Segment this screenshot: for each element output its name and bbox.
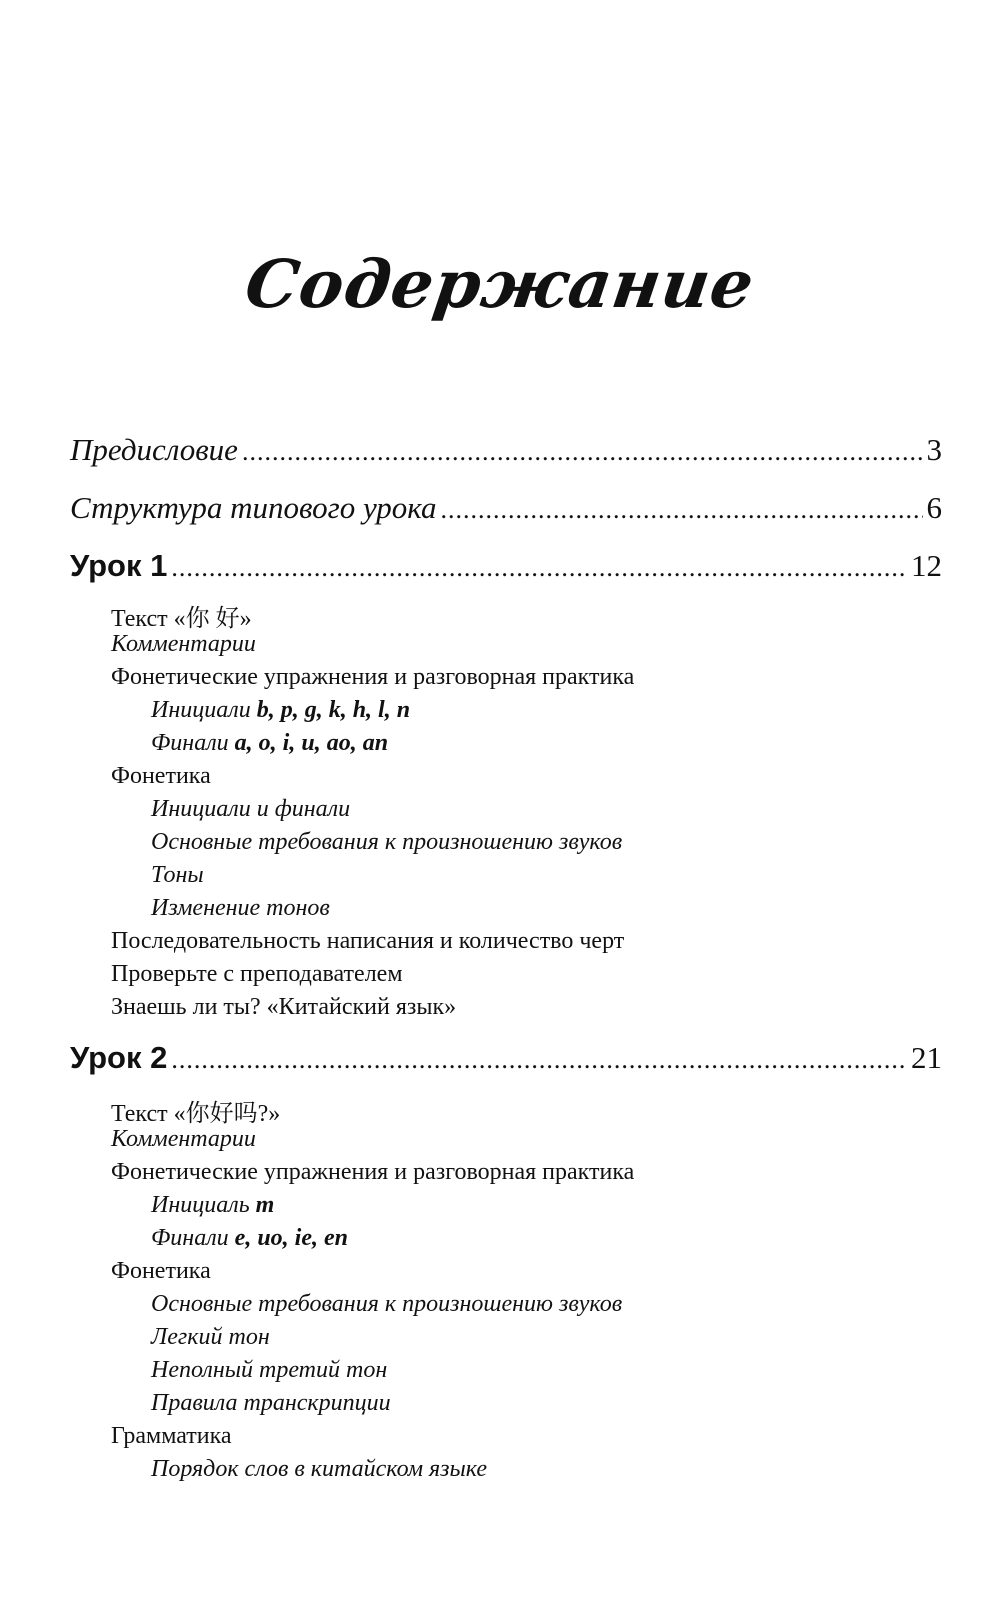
toc-subitem: Изменение тонов xyxy=(151,895,330,921)
toc-page-number: 3 xyxy=(926,432,942,467)
toc-subitem: Текст «你 好» xyxy=(111,606,252,632)
toc-subitem: Легкий тон xyxy=(151,1324,270,1350)
toc-subitem: Фонетика xyxy=(111,1258,211,1284)
toc-page-number: 21 xyxy=(911,1040,942,1075)
toc-subitem: Неполный третий тон xyxy=(151,1357,388,1383)
toc-subitem xyxy=(151,730,388,757)
toc-subitem: Текст «你好吗?» xyxy=(111,1101,281,1127)
dot-leader xyxy=(441,495,923,525)
toc-subitem: Последовательность написания и количество черт xyxy=(111,928,625,954)
toc-subitem: Комментарии xyxy=(111,1126,256,1152)
toc-subitem-prefix: Финали xyxy=(151,730,229,756)
dot-leader xyxy=(171,1045,907,1075)
toc-subitem-prefix: Финали xyxy=(151,1225,229,1251)
toc-subitem: Фонетические упражнения и разговорная практика xyxy=(111,1159,635,1185)
toc-subitem-terms: m xyxy=(255,1192,275,1218)
toc-subitem: Грамматика xyxy=(111,1423,232,1449)
toc-subitem xyxy=(151,697,410,724)
toc-entry-label: Урок 2 xyxy=(70,1040,168,1075)
toc-subitem: Тоны xyxy=(151,862,204,888)
toc-entry-lesson-1[interactable] xyxy=(70,548,942,584)
toc-subitem-terms: b, p, g, k, h, l, n xyxy=(256,697,411,723)
toc-subitem: Правила транскрипции xyxy=(151,1390,391,1416)
toc-subitem-prefix: Инициаль xyxy=(151,1192,250,1218)
toc-subitem: Инициали и финали xyxy=(151,796,351,822)
toc-entry-lesson-2[interactable] xyxy=(70,1040,942,1076)
toc-subitem xyxy=(151,1192,274,1219)
toc-entry-lesson-structure[interactable] xyxy=(70,490,942,526)
toc-subitem: Знаешь ли ты? «Китайский язык» xyxy=(111,994,457,1020)
toc-subitem: Проверьте с преподавателем xyxy=(111,961,403,987)
toc-subitem: Фонетические упражнения и разговорная практика xyxy=(111,664,635,690)
toc-subitem: Основные требования к произношению звуков xyxy=(151,829,623,855)
toc-entry-label: Предисловие xyxy=(70,432,238,467)
toc-page-number: 12 xyxy=(911,548,942,583)
dot-leader xyxy=(171,553,907,583)
toc-subitem-terms: a, o, i, u, ao, an xyxy=(234,730,389,756)
toc-entry-label: Урок 1 xyxy=(70,548,168,583)
toc-subitem: Комментарии xyxy=(111,631,256,657)
toc-subitem-prefix: Инициали xyxy=(151,697,251,723)
toc-page-number: 6 xyxy=(926,490,942,525)
page-title: Содержание xyxy=(240,245,760,323)
toc-subitem xyxy=(151,1225,348,1252)
toc-subitem: Порядок слов в китайском языке xyxy=(151,1456,488,1482)
toc-subitem: Основные требования к произношению звуков xyxy=(151,1291,623,1317)
toc-subitem-terms: e, uo, ie, en xyxy=(234,1225,348,1251)
dot-leader xyxy=(242,437,923,467)
toc-subitem: Фонетика xyxy=(111,763,211,789)
toc-entry-preface[interactable] xyxy=(70,432,942,468)
toc-entry-label: Структура типового урока xyxy=(70,490,437,525)
